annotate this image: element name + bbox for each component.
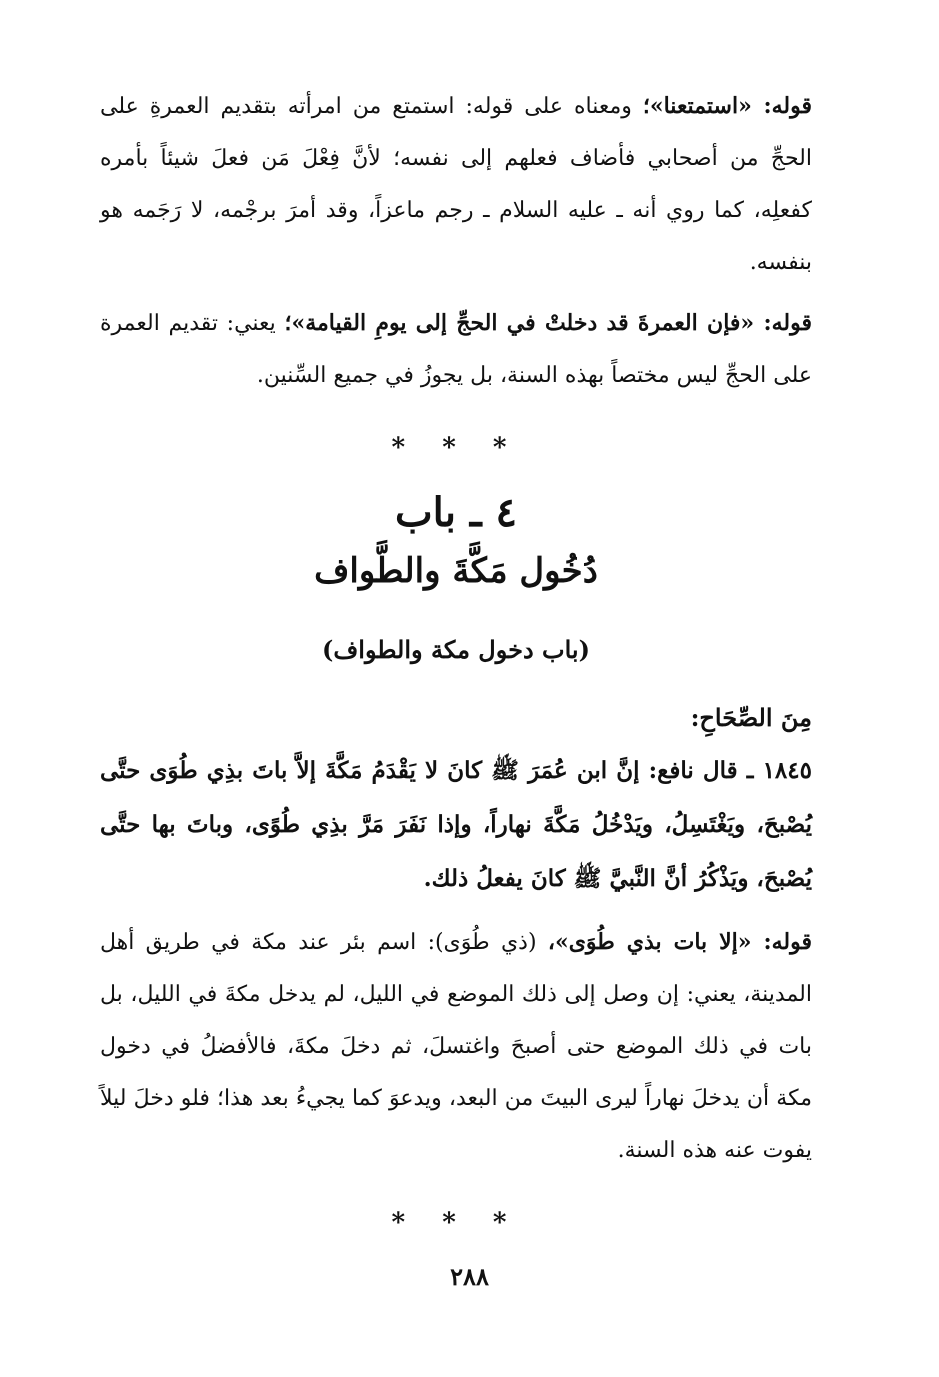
commentary-paragraph xyxy=(100,80,812,289)
section-label: مِنَ الصِّحَاحِ: xyxy=(690,703,812,732)
commentary-lead: قوله: «فإن العمرةَ قد دخلتْ في الحجِّ إلى يومِ القيامة»؛ xyxy=(284,310,812,336)
commentary-lead: قوله: «استمتعنا»؛ xyxy=(642,93,812,119)
commentary-lead: قوله: «إلا بات بذي طُوَى»، xyxy=(547,929,813,955)
chapter-number: ٤ ـ باب xyxy=(394,489,518,536)
chapter-title: دُخُول مَكَّةَ والطَّواف xyxy=(314,551,598,591)
section-separator: * * * xyxy=(391,1208,521,1238)
page-number: ٢٨٨ xyxy=(450,1262,489,1291)
commentary-paragraph xyxy=(100,297,812,402)
chapter-subtitle: (باب دخول مكة والطواف) xyxy=(322,635,590,664)
commentary-text: (ذي طُوَى): اسم بئر عند مكة في طريق أهل المدينة، يعني: إن وصل إلى ذلك الموضع في الليل، لم يدخل مكةَ في الليل، بل بات في ذلك الموضع حتى أصبحَ واغتسلَ، ثم دخلَ مكةَ، فالأفضلُ في دخول مكة أن يدخلَ نهاراً ليرى البيتَ من البعد، ويدعوَ كما يجيءُ بعد هذا؛ فلو دخلَ ليلاً يفوت عنه هذه السنة. xyxy=(100,930,812,1163)
commentary-text: يعني: تقديم العمرة على الحجِّ ليس مختصاً بهذه السنة، بل يجوزُ في جميع السِّنين. xyxy=(100,311,812,388)
hadith-text: ١٨٤٥ ـ قال نافع: إنَّ ابن عُمَرَ ﷺ كانَ لا يَقْدَمُ مَكَّةَ إلاَّ باتَ بذِي طُوَى حتَّى يُصْبحَ، ويَغْتَسِلُ، ويَدْخُلُ مَكَّةَ نهاراً، وإذا نَفَرَ مَرَّ بذِي طُوًى، وباتَ بها حتَّى يُصْبحَ، ويَذْكُرُ أنَّ النَّبيَّ ﷺ كانَ يفعلُ ذلك. xyxy=(100,757,812,892)
commentary-text: ومعناه على قوله: استمتع من امرأته بتقديم العمرةِ على الحجِّ من أصحابي فأضاف فعلهم إلى نفسه؛ لأنَّ فِعْلَ مَن فعلَ شيئاً بأمره كفعلِه، كما روي أنه ـ عليه السلام ـ رجم ماعزاً، وقد أمرَ برجْمه، لا رَجَمه هو بنفسه. xyxy=(100,94,813,275)
section-separator: * * * xyxy=(391,433,521,463)
commentary-paragraph xyxy=(100,916,812,1177)
page-body xyxy=(100,80,812,1259)
